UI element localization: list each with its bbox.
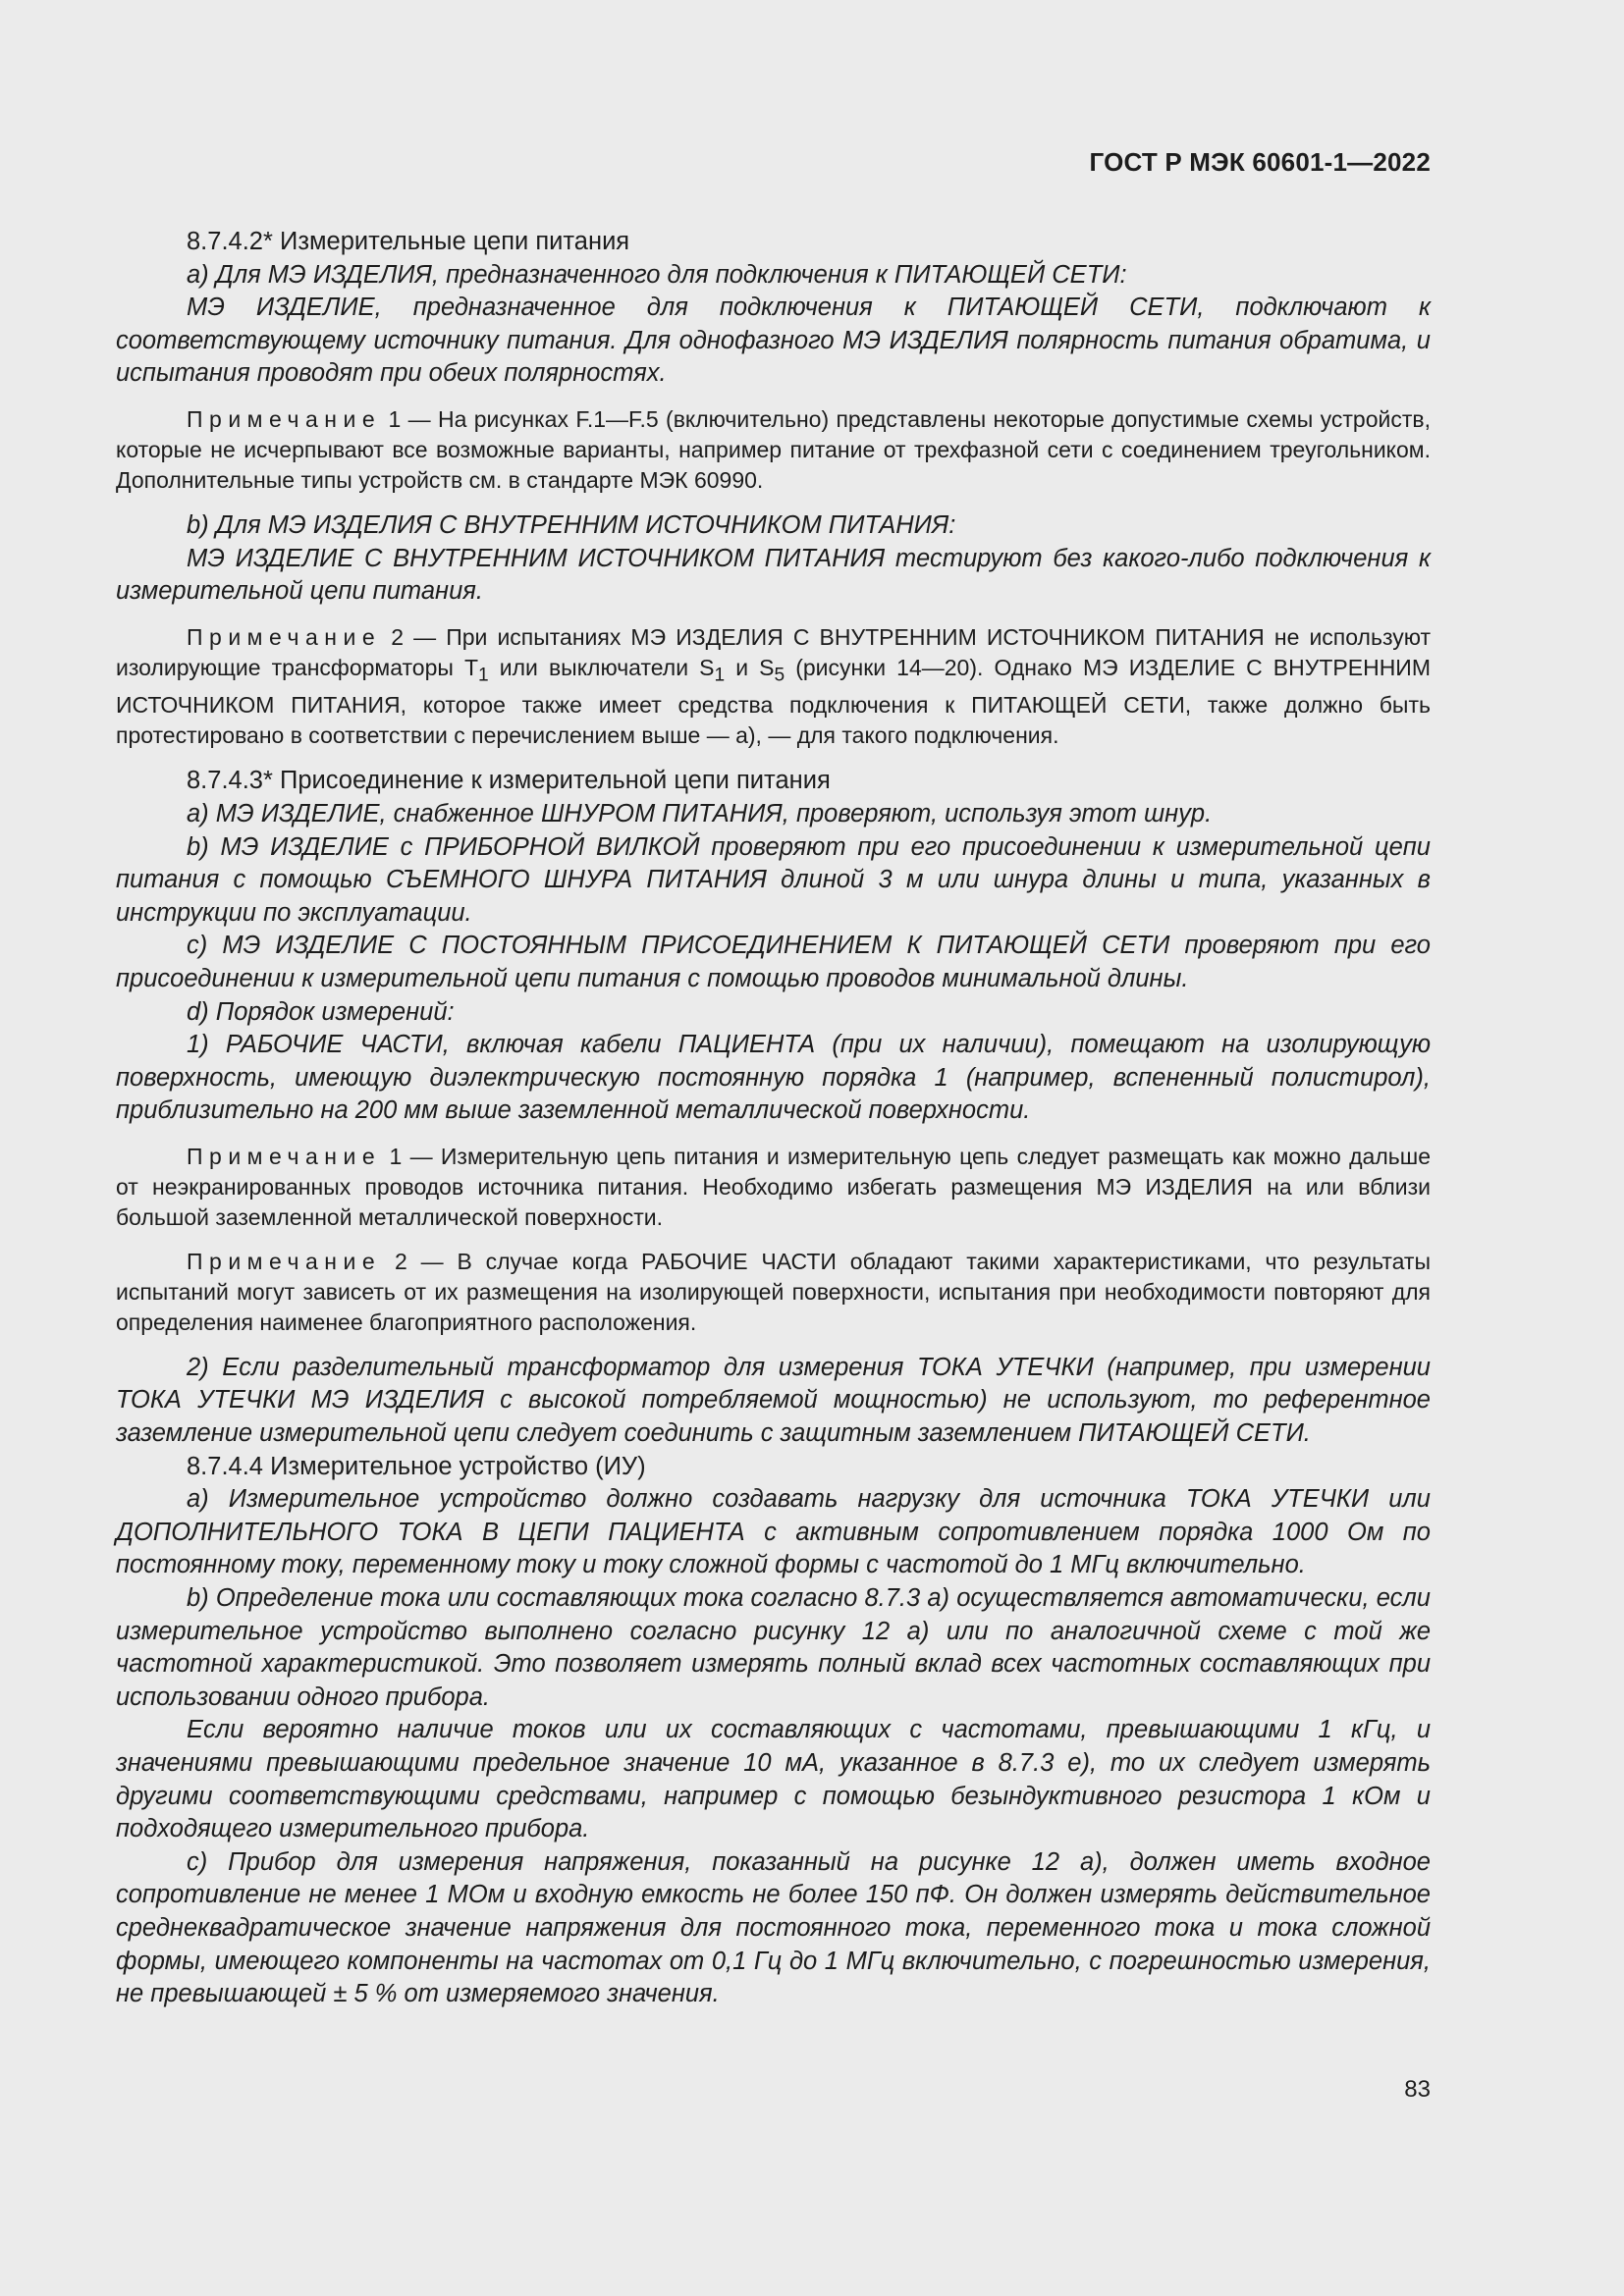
item-a: a) Измерительное устройство должно создавать нагрузку для источника ТОКА УТЕЧКИ или ДОПОЛНИТЕЛЬНОГО ТОКА В ЦЕПИ ПАЦИЕНТА с активным сопротивлением порядка 1000 Ом по постоянному току, переменному току и току сложной формы с частотой до 1 МГц включительно. (116, 1485, 1431, 1579)
page-content (116, 226, 1431, 2011)
item-d: d) Порядок измерений: (187, 997, 455, 1026)
item-c: c) Прибор для измерения напряжения, показанный на рисунке 12 а), должен иметь входное сопротивление не менее 1 МОм и входную емкость не более 150 пФ. Он должен измерять действительное среднеквадратическое значение напряжения для постоянного тока, переменного тока и тока сложной формы, имеющего компоненты на частотах от 0,1 Гц до 1 МГц включительно, с погрешностью измерения, не превышающей ± 5 % от измеряемого значения. (116, 1847, 1431, 2008)
item-d-2: 2) Если разделительный трансформатор для измерения ТОКА УТЕЧКИ (например, при измерении ТОКА УТЕЧКИ МЭ ИЗДЕЛИЯ с высокой потребляемой мощностью) не используют, то референтное заземление измерительной цепи следует соединить с защитным заземлением ПИТАЮЩЕЙ СЕТИ. (116, 1353, 1431, 1448)
note-2 (116, 1247, 1431, 1338)
note-text: 1 — На рисунках F.1—F.5 (включительно) представлены некоторые допустимые схемы устройств, которые не исчерпывают все возможные варианты, например питание от трехфазной сети с соединением треугольником. Дополнительные типы устройств см. в стандарте МЭК 60990. (116, 405, 1431, 493)
item-a: a) МЭ ИЗДЕЛИЕ, снабженное ШНУРОМ ПИТАНИЯ, проверяют, используя этот шнур. (187, 799, 1213, 828)
section-8-7-4-4-title: 8.7.4.4 Измерительное устройство (ИУ) (187, 1452, 646, 1480)
page-number: 83 (1404, 2076, 1431, 2103)
item-a-text: МЭ ИЗДЕЛИЕ, предназначенное для подключения к ПИТАЮЩЕЙ СЕТИ, подключают к соответствующему источнику питания. Для однофазного МЭ ИЗДЕЛИЯ полярность питания обратима, и испытания проводят при обеих полярностях. (116, 294, 1431, 388)
note-text-part: или выключатели S (488, 654, 715, 680)
note-1 (116, 1142, 1431, 1233)
note-2 (116, 622, 1431, 752)
item-b: b) МЭ ИЗДЕЛИЕ с ПРИБОРНОЙ ВИЛКОЙ проверяют при его присоединении к измерительной цепи питания с помощью СЪЕМНОГО ШНУРА ПИТАНИЯ длиной 3 м или шнура длины и типа, указанных в инструкции по эксплуатации. (116, 832, 1431, 927)
item-b-continuation: Если вероятно наличие токов или их составляющих с частотами, превышающими 1 кГц, и значениями превышающими предельное значение 10 мА, указанное в 8.7.3 е), то их следует измерять другими соответствующими средствами, например с помощью безындуктивного резистора 1 кОм и подходящего измерительного прибора. (116, 1716, 1431, 1843)
item-a-heading: a) Для МЭ ИЗДЕЛИЯ, предназначенного для подключения к ПИТАЮЩЕЙ СЕТИ: (187, 260, 1127, 289)
note-text: 1 — Измерительную цепь питания и измерительную цепь следует размещать как можно дальше от неэкранированных проводов источника питания. Необходимо избегать размещения МЭ ИЗДЕЛИЯ на или вблизи большой заземленной металлической поверхности. (116, 1143, 1431, 1230)
subscript: 1 (478, 665, 489, 686)
subscript: 1 (714, 665, 726, 686)
note-text: 2 — В случае когда РАБОЧИЕ ЧАСТИ обладают такими характеристиками, что результаты испытаний могут зависеть от их размещения на изолирующей поверхности, испытания при необходимости повторяют для определения наименее благоприятного расположения. (116, 1248, 1431, 1335)
subscript: 5 (774, 665, 785, 686)
document-header: ГОСТ Р МЭК 60601-1—2022 (1089, 147, 1431, 177)
section-8-7-4-3-title: 8.7.4.3* Присоединение к измерительной цепи питания (187, 767, 831, 795)
note-text-part: 2 — При испытаниях МЭ ИЗДЕЛИЯ С ВНУТРЕННИМ ИСТОЧНИКОМ ПИТАНИЯ не используют изолирующие трансформаторы T (116, 623, 1432, 680)
note-label: Примечание (187, 1143, 382, 1169)
note-label: Примечание (187, 405, 382, 432)
note-text-part: (рисунки 14—20). Однако МЭ ИЗДЕЛИЕ С ВНУТРЕННИМ ИСТОЧНИКОМ ПИТАНИЯ, которое также имеет средства подключения к ПИТАЮЩЕЙ СЕТИ, также должно быть протестировано в соответствии с перечислением выше — а), — для такого подключения. (116, 654, 1431, 749)
note-text-part: и S (725, 654, 775, 680)
note-label: Примечание (187, 623, 382, 650)
item-b: b) Определение тока или составляющих тока согласно 8.7.3 а) осуществляется автоматически, если измерительное устройство выполнено согласно рисунку 12 а) или по аналогичной схеме с той же частотной характеристикой. Это позволяет измерять полный вклад всех частотных составляющих при использовании одного прибора. (116, 1584, 1431, 1711)
item-d-1: 1) РАБОЧИЕ ЧАСТИ, включая кабели ПАЦИЕНТА (при их наличии), помещают на изолирующую поверхность, имеющую диэлектрическую постоянную порядка 1 (например, вспененный полистирол), приблизительно на 200 мм выше заземленной металлической поверхности. (116, 1031, 1431, 1125)
item-b-text: МЭ ИЗДЕЛИЕ С ВНУТРЕННИМ ИСТОЧНИКОМ ПИТАНИЯ тестируют без какого-либо подключения к измерительной цепи питания. (116, 544, 1431, 606)
section-8-7-4-2-title: 8.7.4.2* Измерительные цепи питания (187, 228, 630, 255)
item-b-heading: b) Для МЭ ИЗДЕЛИЯ С ВНУТРЕННИМ ИСТОЧНИКОМ ПИТАНИЯ: (187, 510, 956, 539)
note-1 (116, 404, 1431, 496)
note-label: Примечание (187, 1248, 382, 1274)
item-c: c) МЭ ИЗДЕЛИЕ С ПОСТОЯННЫМ ПРИСОЕДИНЕНИЕМ К ПИТАЮЩЕЙ СЕТИ проверяют при его присоединении к измерительной цепи питания с помощью проводов минимальной длины. (116, 932, 1431, 992)
